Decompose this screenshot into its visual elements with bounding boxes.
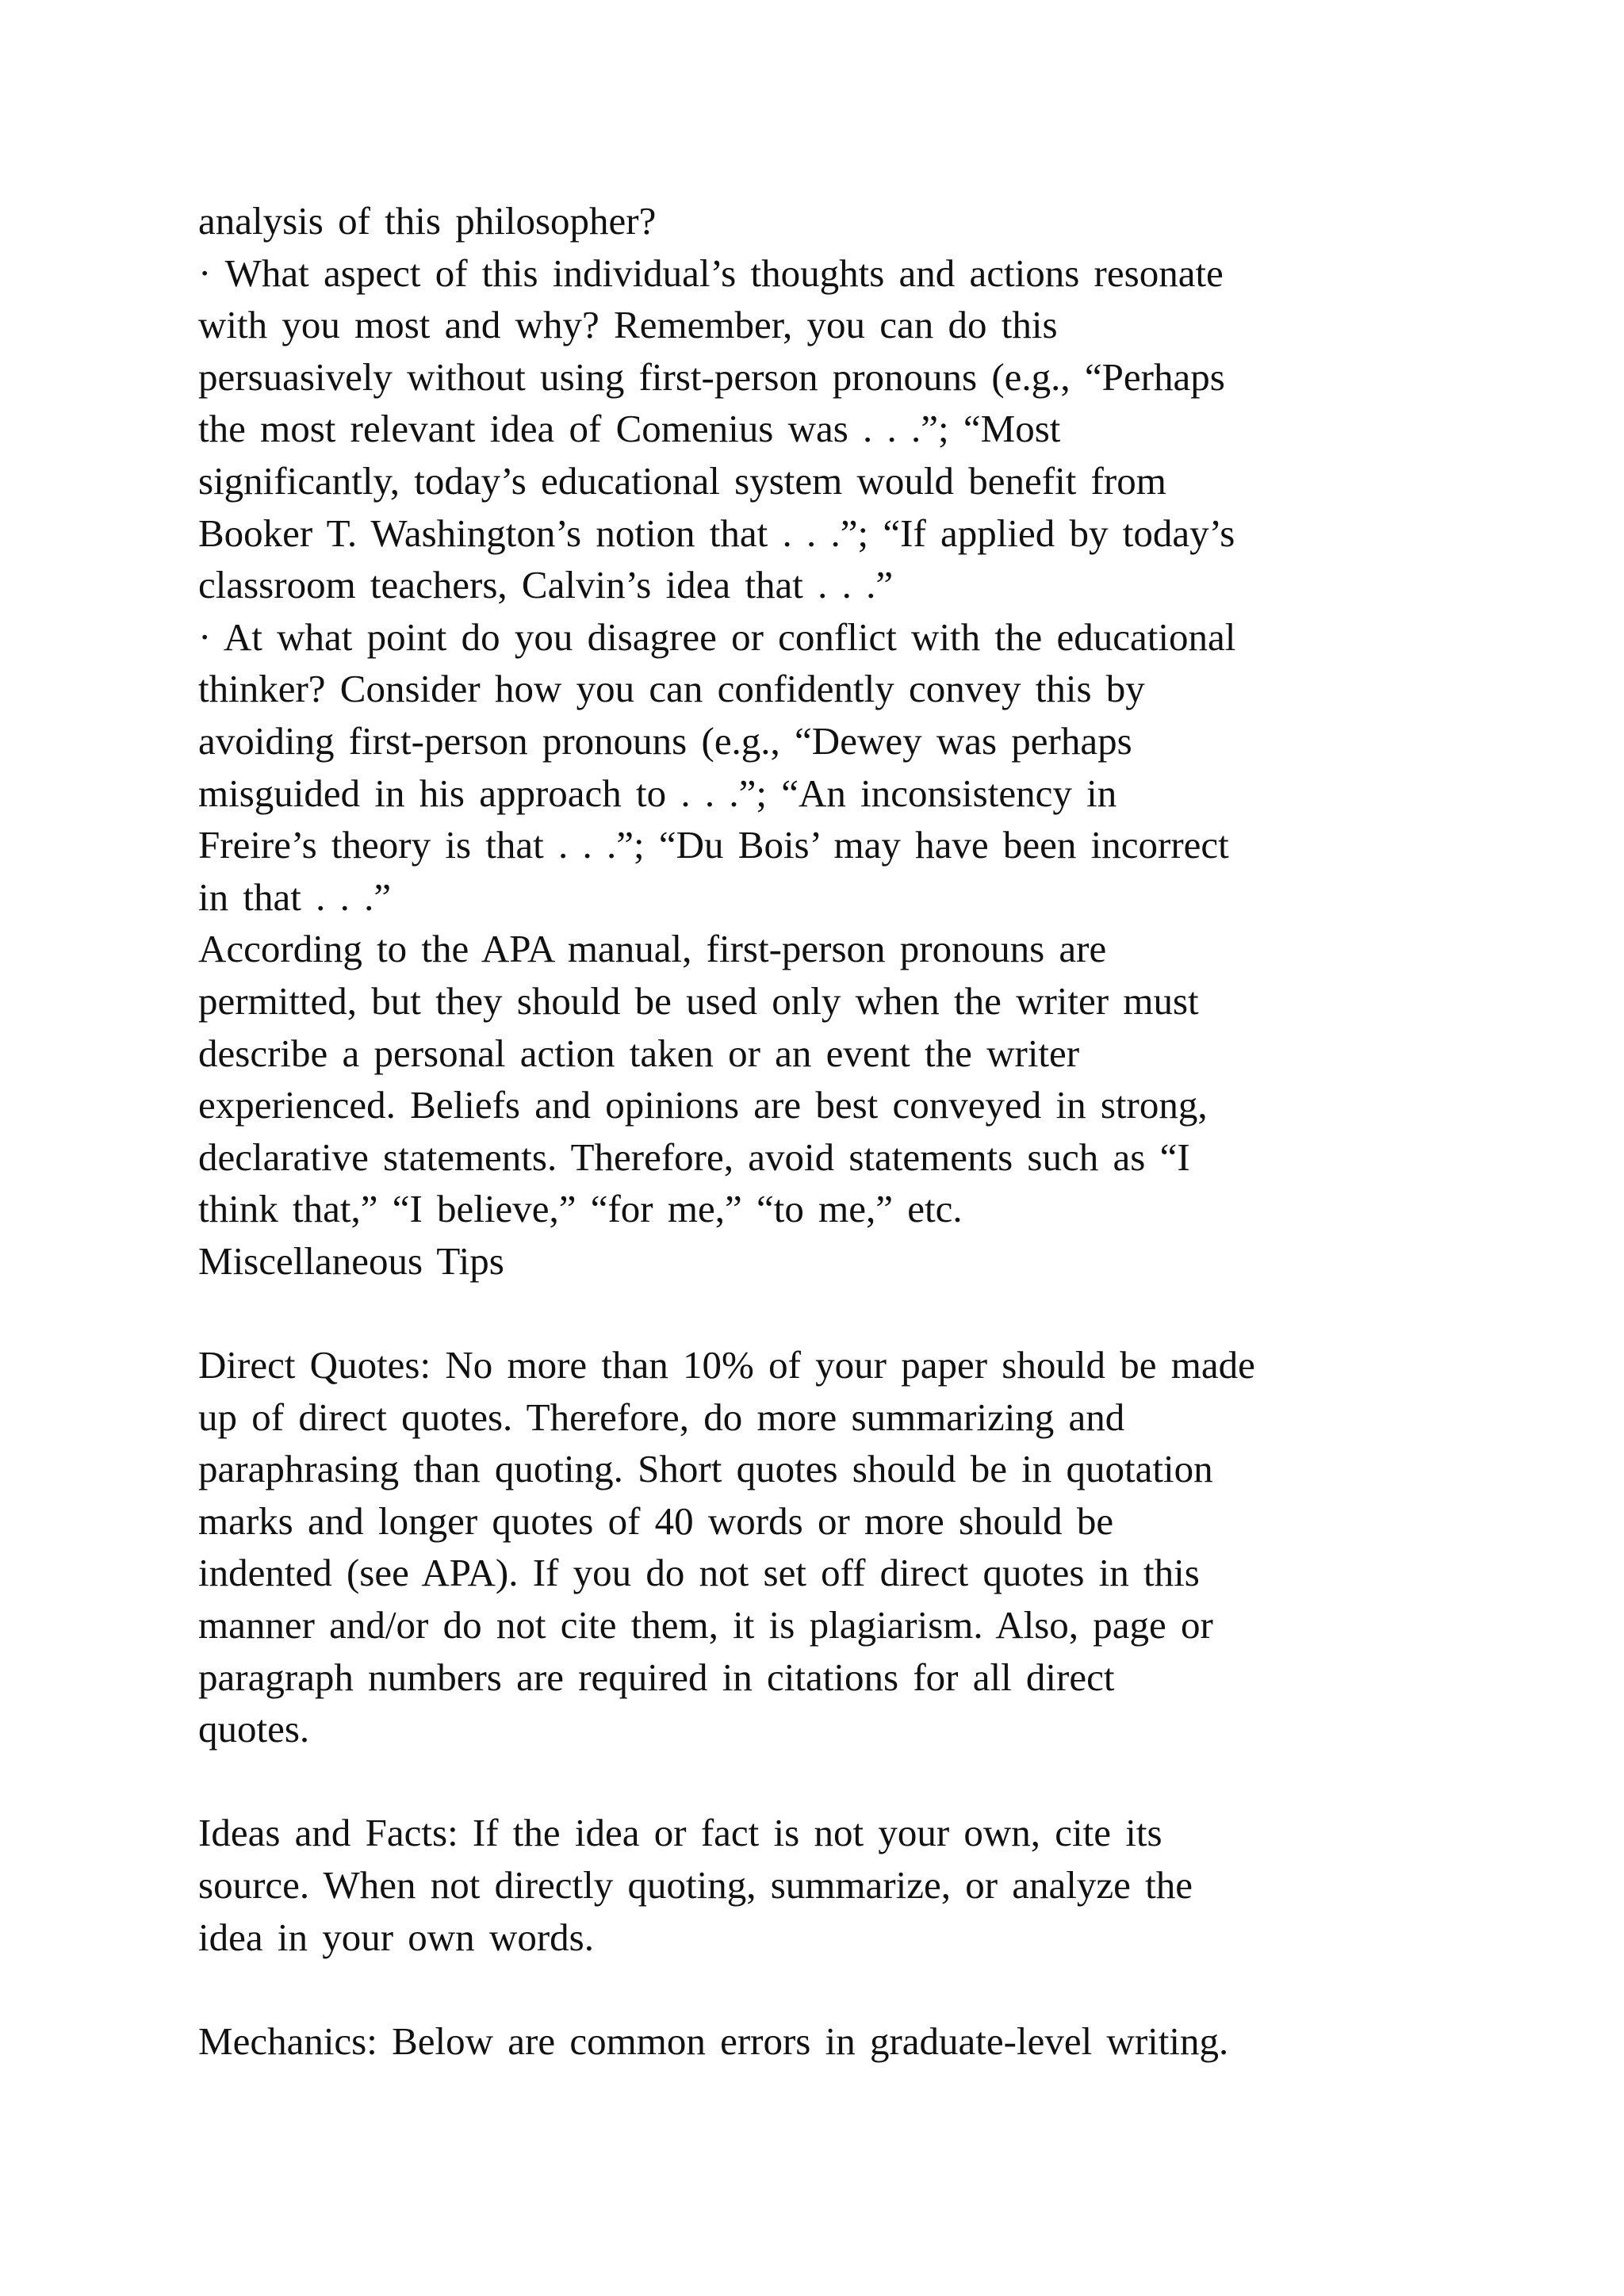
document-body	[198, 195, 1515, 2067]
text-line: permitted, but they should be used only when the writer must	[198, 978, 1199, 1023]
text-line: think that,” “I believe,” “for me,” “to me,” etc.	[198, 1187, 963, 1231]
text-line: describe a personal action taken or an event the writer	[198, 1031, 1080, 1075]
text-line: declarative statements. Therefore, avoid statements such as “I	[198, 1135, 1190, 1179]
text-line: in that . . .”	[198, 874, 392, 919]
text-line: significantly, today’s educational system would benefit from	[198, 458, 1166, 503]
text-line: avoiding first-person pronouns (e.g., “Dewey was perhaps	[198, 718, 1132, 763]
text-line: Mechanics: Below are common errors in graduate-level writing.	[198, 2019, 1229, 2063]
blank-line	[198, 1287, 1515, 1339]
text-line: idea in your own words.	[198, 1915, 594, 1959]
text-line: the most relevant idea of Comenius was . . .”; “Most	[198, 407, 1061, 451]
text-line: source. When not directly quoting, summarize, or analyze the	[198, 1863, 1193, 1907]
text-line: indented (see APA). If you do not set off direct quotes in this	[198, 1551, 1200, 1595]
text-line: thinker? Consider how you can confidently convey this by	[198, 667, 1145, 711]
text-line: quotes.	[198, 1707, 310, 1751]
text-line: paragraph numbers are required in citations for all direct	[198, 1655, 1115, 1699]
text-line: Direct Quotes: No more than 10% of your paper should be made	[198, 1343, 1255, 1387]
text-line: manner and/or do not cite them, it is plagiarism. Also, page or	[198, 1603, 1213, 1647]
blank-line	[198, 1755, 1515, 1808]
text-line: Booker T. Washington’s notion that . . .”; “If applied by today’s	[198, 511, 1235, 555]
text-line: analysis of this philosopher?	[198, 199, 657, 243]
text-line: Freire’s theory is that . . .”; “Du Bois’ may have been incorrect	[198, 823, 1229, 867]
text-line: misguided in his approach to . . .”; “An inconsistency in	[198, 771, 1117, 815]
text-line: up of direct quotes. Therefore, do more summarizing and	[198, 1395, 1125, 1439]
section-heading: Miscellaneous Tips	[198, 1238, 504, 1283]
text-line: Ideas and Facts: If the idea or fact is not your own, cite its	[198, 1811, 1162, 1855]
text-line: persuasively without using first-person pronouns (e.g., “Perhaps	[198, 354, 1225, 399]
text-line: with you most and why? Remember, you can do this	[198, 303, 1058, 347]
bullet-line: · At what point do you disagree or conflict with the educational	[198, 614, 1236, 659]
text-line: According to the APA manual, first-person pronouns are	[198, 927, 1107, 971]
text-line: paraphrasing than quoting. Short quotes should be in quotation	[198, 1447, 1213, 1491]
text-line: classroom teachers, Calvin’s idea that . . .”	[198, 563, 894, 607]
blank-line	[198, 1963, 1515, 2015]
text-line: marks and longer quotes of 40 words or more should be	[198, 1498, 1114, 1543]
bullet-line: · What aspect of this individual’s thoughts and actions resonate	[198, 251, 1224, 295]
text-line: experienced. Beliefs and opinions are best conveyed in strong,	[198, 1083, 1208, 1127]
